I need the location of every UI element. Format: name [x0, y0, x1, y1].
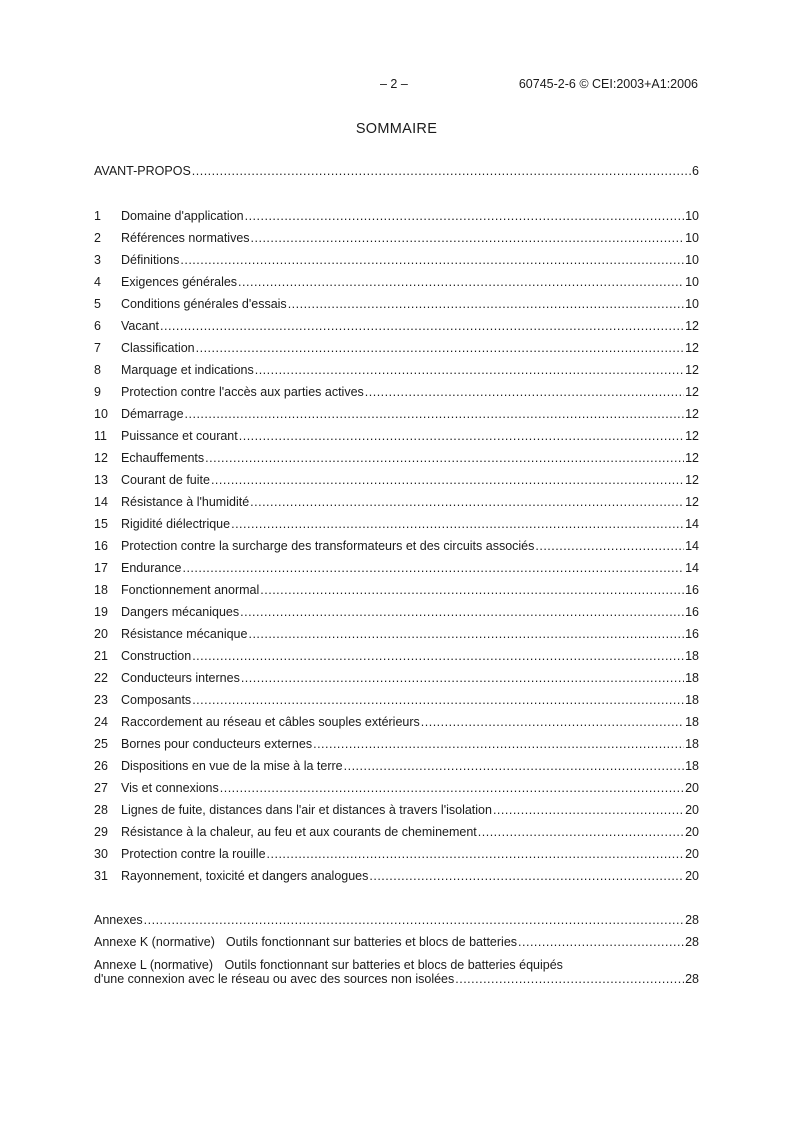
toc-foreword — [94, 164, 699, 186]
toc-entry-number: 31 — [94, 869, 108, 883]
toc-entry-number: 16 — [94, 539, 108, 553]
toc-entry-label: Conducteurs internes — [121, 671, 240, 685]
page-number: – 2 – — [380, 77, 408, 91]
toc-entry-number: 4 — [94, 275, 101, 289]
toc-entry-clause-17[interactable] — [94, 561, 699, 583]
toc-entry-clause-22[interactable] — [94, 671, 699, 693]
toc-entry-label: Puissance et courant — [121, 429, 238, 443]
toc-entry-number: 8 — [94, 363, 101, 377]
toc-entry-clause-20[interactable] — [94, 627, 699, 649]
standard-reference: 60745-2-6 © CEI:2003+A1:2006 — [518, 77, 698, 91]
dot-leader — [192, 693, 684, 707]
toc-entry-page: 12 — [685, 385, 699, 399]
toc-entry-number: 3 — [94, 253, 101, 267]
toc-entry-clause-28[interactable] — [94, 803, 699, 825]
toc-entry-label: Courant de fuite — [121, 473, 210, 487]
toc-entry-annex-k[interactable] — [94, 935, 699, 957]
toc-entry-page: 12 — [685, 363, 699, 377]
dot-leader — [144, 913, 684, 927]
dot-leader — [535, 539, 684, 553]
toc-entry-page: 18 — [685, 649, 699, 663]
dot-leader — [192, 649, 684, 663]
toc-entry-number: 13 — [94, 473, 108, 487]
toc-entry-label: Résistance à la chaleur, au feu et aux courants de cheminement — [121, 825, 477, 839]
toc-entry-annex-l[interactable] — [94, 958, 699, 986]
toc-entry-page: 12 — [685, 473, 699, 487]
toc-entry-number: 25 — [94, 737, 108, 751]
toc-entry-page: 18 — [685, 693, 699, 707]
toc-entry-clause-12[interactable] — [94, 451, 699, 473]
toc-entry-label: Annexes — [94, 913, 143, 927]
toc-entry-page: 18 — [685, 737, 699, 751]
toc-entry-page: 16 — [685, 605, 699, 619]
toc-entry-page: 28 — [685, 972, 699, 986]
toc-entry-number: 27 — [94, 781, 108, 795]
toc-entry-clause-29[interactable] — [94, 825, 699, 847]
toc-entry-clause-13[interactable] — [94, 473, 699, 495]
annex-k-label: Annexe K (normative) — [94, 935, 215, 949]
toc-entry-number: 21 — [94, 649, 108, 663]
toc-entry-clause-2[interactable] — [94, 231, 699, 253]
toc-entry-page: 14 — [685, 517, 699, 531]
toc-entry-clause-15[interactable] — [94, 517, 699, 539]
toc-entry-label: Dangers mécaniques — [121, 605, 240, 619]
toc-entry-number: 11 — [94, 429, 107, 443]
toc-entry-clause-9[interactable] — [94, 385, 699, 407]
toc-entry-page: 10 — [685, 231, 699, 245]
toc-entry-label: Endurance — [121, 561, 182, 575]
toc-entry-clause-8[interactable] — [94, 363, 699, 385]
toc-entry-number: 30 — [94, 847, 108, 861]
dot-leader — [365, 385, 684, 399]
toc-entry-page: 10 — [685, 275, 699, 289]
toc-entry-number: 14 — [94, 495, 108, 509]
toc-entry-clause-26[interactable] — [94, 759, 699, 781]
toc-entry-label: Protection contre la surcharge des transformateurs et des circuits associés — [121, 539, 535, 553]
toc-entry-clause-5[interactable] — [94, 297, 699, 319]
annex-l-title-line2: d'une connexion avec le réseau ou avec des sources non isolées — [94, 972, 455, 986]
dot-leader — [238, 275, 684, 289]
dot-leader — [250, 495, 684, 509]
dot-leader — [205, 451, 684, 465]
toc-entry-clause-14[interactable] — [94, 495, 699, 517]
dot-leader — [267, 847, 685, 861]
toc-entry-label: Exigences générales — [121, 275, 238, 289]
toc-entry-clause-10[interactable] — [94, 407, 699, 429]
dot-leader — [344, 759, 684, 773]
toc-entry-label: Vis et connexions — [121, 781, 219, 795]
dot-leader — [493, 803, 684, 817]
toc-entry-page: 12 — [685, 407, 699, 421]
toc-entry-label: Lignes de fuite, distances dans l'air et distances à travers l'isolation — [121, 803, 492, 817]
toc-entry-number: 5 — [94, 297, 101, 311]
dot-leader — [255, 363, 684, 377]
toc-entry-clause-1[interactable] — [94, 209, 699, 231]
toc-entry-page: 10 — [685, 297, 699, 311]
toc-entry-label: Echauffements — [121, 451, 205, 465]
toc-entry-page: 20 — [685, 825, 699, 839]
toc-entry-page: 20 — [685, 781, 699, 795]
annex-l-title-line1: Outils fonctionnant sur batteries et blocs de batteries équipés — [224, 958, 563, 972]
dot-leader — [192, 164, 691, 178]
toc-annexes — [94, 913, 699, 986]
toc-entry-number: 20 — [94, 627, 108, 641]
toc-entry-foreword[interactable] — [94, 164, 699, 186]
toc-entry-number: 19 — [94, 605, 108, 619]
toc-entry-label: AVANT-PROPOS — [94, 164, 191, 178]
toc-entry-number: 7 — [94, 341, 101, 355]
toc-entry-number: 15 — [94, 517, 108, 531]
toc-entry-page: 6 — [692, 164, 699, 178]
toc-entry-clause-31[interactable] — [94, 869, 699, 891]
toc-entry-number: 1 — [94, 209, 101, 223]
toc-entry-number: 10 — [94, 407, 108, 421]
toc-entry-label: Rayonnement, toxicité et dangers analogues — [121, 869, 369, 883]
toc-entry-label: Composants — [121, 693, 192, 707]
toc-entry-number: 18 — [94, 583, 108, 597]
toc-entry-page: 12 — [685, 451, 699, 465]
annex-l-label: Annexe L (normative) — [94, 958, 214, 972]
toc-entry-label: Marquage et indications — [121, 363, 254, 377]
toc-entry-number: 26 — [94, 759, 108, 773]
toc-entry-number: 29 — [94, 825, 108, 839]
dot-leader — [478, 825, 684, 839]
toc-entry-clause-25[interactable] — [94, 737, 699, 759]
toc-entry-number: 24 — [94, 715, 108, 729]
toc-entry-page: 20 — [685, 847, 699, 861]
toc-entry-number: 23 — [94, 693, 108, 707]
toc-entry-number: 17 — [94, 561, 108, 575]
toc-entry-page: 12 — [685, 495, 699, 509]
dot-leader — [241, 671, 684, 685]
toc-entry-clause-16[interactable] — [94, 539, 699, 561]
toc-entry-label: Protection contre la rouille — [121, 847, 266, 861]
dot-leader — [220, 781, 684, 795]
toc-entry-number: 2 — [94, 231, 101, 245]
toc-entry-page: 14 — [685, 561, 699, 575]
toc-entry-label: Conditions générales d'essais — [121, 297, 287, 311]
toc-entry-number: 6 — [94, 319, 101, 333]
toc-entry-clause-3[interactable] — [94, 253, 699, 275]
dot-leader — [231, 517, 684, 531]
dot-leader — [518, 935, 684, 949]
toc-entry-page: 18 — [685, 671, 699, 685]
toc-entry-label: Dispositions en vue de la mise à la terre — [121, 759, 343, 773]
toc-entry-page: 20 — [685, 803, 699, 817]
toc-entry-label: Domaine d'application — [121, 209, 244, 223]
toc-entry-page: 18 — [685, 759, 699, 773]
dot-leader — [160, 319, 684, 333]
toc-entry-page: 16 — [685, 583, 699, 597]
toc-entry-number: 12 — [94, 451, 108, 465]
toc-entry-number: 22 — [94, 671, 108, 685]
toc-entry-page: 12 — [685, 341, 699, 355]
toc-entry-page: 20 — [685, 869, 699, 883]
toc-entry-clause-30[interactable] — [94, 847, 699, 869]
toc-entry-clause-11[interactable] — [94, 429, 699, 451]
toc-entry-clause-23[interactable] — [94, 693, 699, 715]
toc-entry-label: Protection contre l'accès aux parties actives — [121, 385, 364, 399]
toc-entry-label: Définitions — [121, 253, 180, 267]
toc-entry-label: Références normatives — [121, 231, 250, 245]
toc-entry-label: Classification — [121, 341, 195, 355]
dot-leader — [421, 715, 684, 729]
toc-entry-page: 12 — [685, 429, 699, 443]
toc-entry-label: Résistance à l'humidité — [121, 495, 250, 509]
toc-entry-label: Rigidité diélectrique — [121, 517, 231, 531]
toc-entry-page: 14 — [685, 539, 699, 553]
toc-entry-page: 28 — [685, 935, 699, 949]
toc-entry-label: Vacant — [121, 319, 159, 333]
toc-entry-clause-19[interactable] — [94, 605, 699, 627]
toc-entry-label: Construction — [121, 649, 192, 663]
dot-leader — [313, 737, 684, 751]
dot-leader — [182, 561, 684, 575]
toc-entry-number: 28 — [94, 803, 108, 817]
toc-entry-label: Résistance mécanique — [121, 627, 248, 641]
page-header — [0, 77, 793, 93]
dot-leader — [239, 429, 684, 443]
toc-entry-clause-4[interactable] — [94, 275, 699, 297]
toc-clauses-list — [94, 209, 699, 891]
toc-entry-label: Démarrage — [121, 407, 184, 421]
toc-entry-clause-21[interactable] — [94, 649, 699, 671]
dot-leader — [196, 341, 684, 355]
dot-leader — [369, 869, 684, 883]
toc-entry-page: 10 — [685, 209, 699, 223]
toc-entry-clause-6[interactable] — [94, 319, 699, 341]
toc-entry-clause-18[interactable] — [94, 583, 699, 605]
dot-leader — [180, 253, 684, 267]
toc-entry-clause-24[interactable] — [94, 715, 699, 737]
dot-leader — [251, 231, 685, 245]
toc-entry-label: Fonctionnement anormal — [121, 583, 260, 597]
toc-entry-page: 12 — [685, 319, 699, 333]
dot-leader — [260, 583, 684, 597]
toc-entry-page: 16 — [685, 627, 699, 641]
dot-leader — [245, 209, 684, 223]
toc-entry-number: 9 — [94, 385, 101, 399]
toc-entry-page: 18 — [685, 715, 699, 729]
dot-leader — [240, 605, 684, 619]
dot-leader — [185, 407, 685, 421]
dot-leader — [248, 627, 684, 641]
dot-leader — [211, 473, 684, 487]
dot-leader — [288, 297, 684, 311]
toc-entry-page: 10 — [685, 253, 699, 267]
annex-k-title: Outils fonctionnant sur batteries et blocs de batteries — [225, 935, 518, 949]
toc-entry-page: 28 — [685, 913, 699, 927]
page-title: SOMMAIRE — [355, 121, 438, 137]
toc-entry-label: Raccordement au réseau et câbles souples extérieurs — [121, 715, 420, 729]
toc-entry-clause-7[interactable] — [94, 341, 699, 363]
toc-entry-label: Bornes pour conducteurs externes — [121, 737, 313, 751]
dot-leader — [455, 972, 684, 986]
toc-entry-clause-27[interactable] — [94, 781, 699, 803]
toc-entry-annexes[interactable] — [94, 913, 699, 935]
